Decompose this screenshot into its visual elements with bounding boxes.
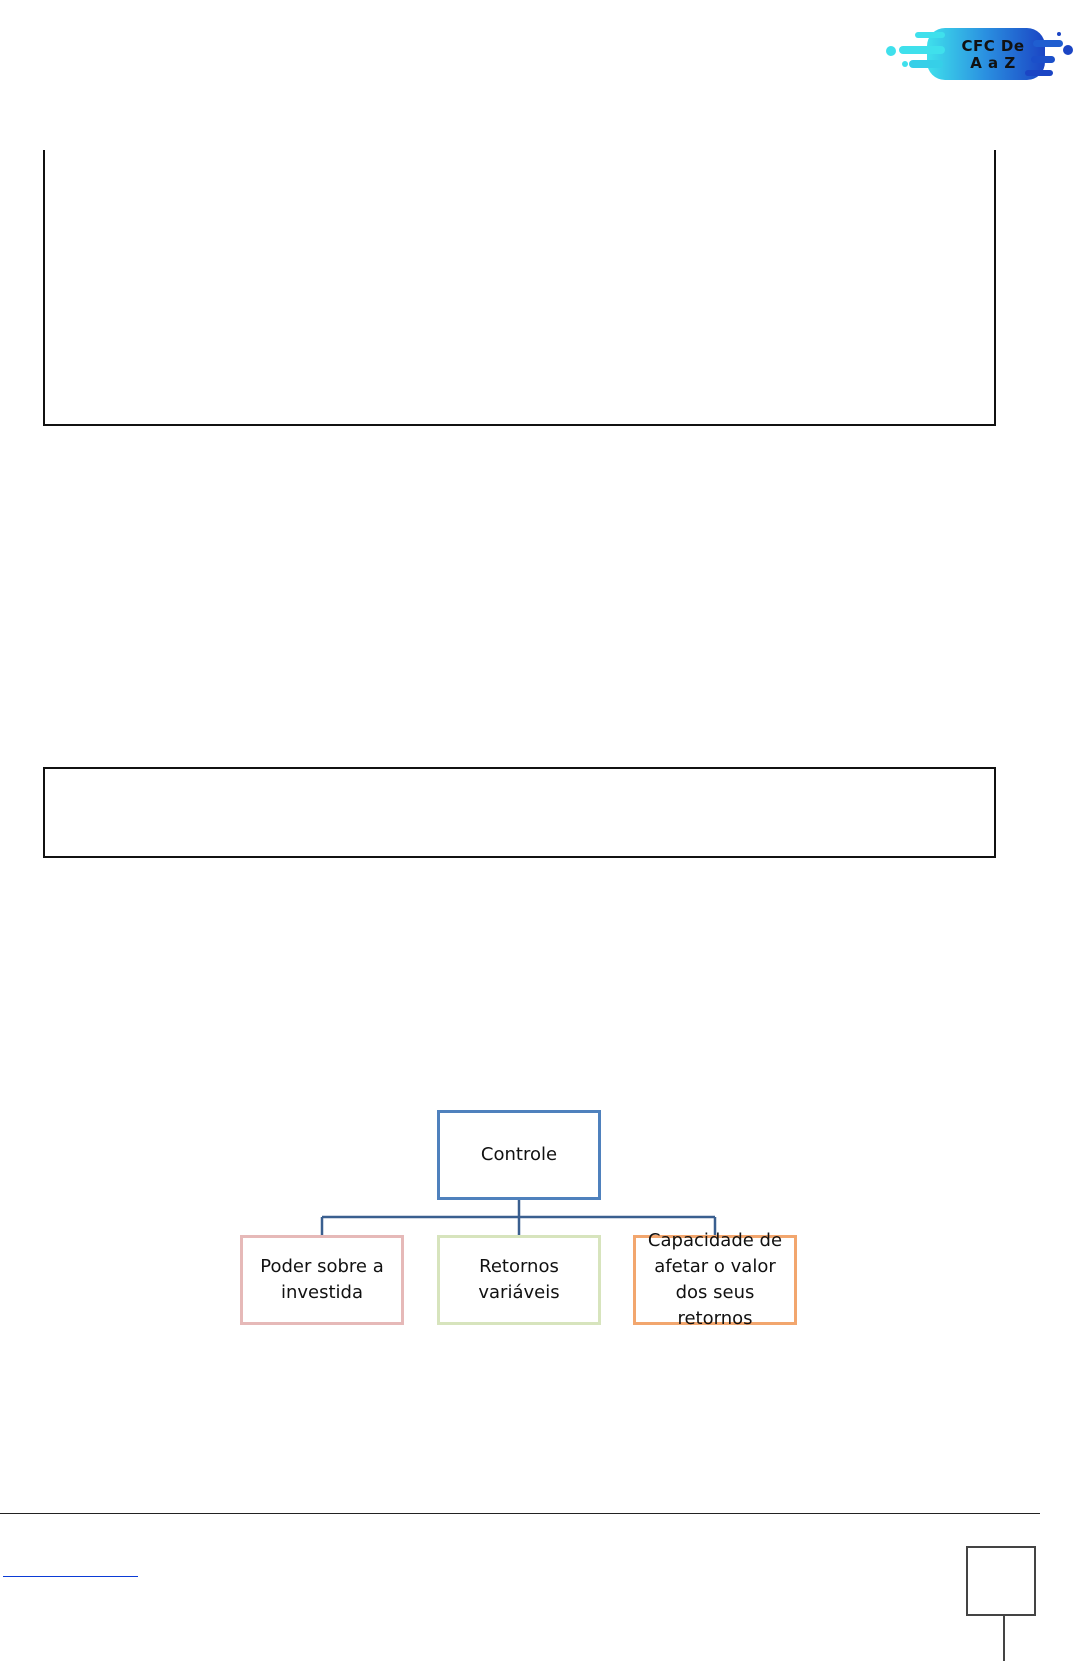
- diagram-node-capacidade: [633, 1230, 797, 1329]
- control-hierarchy-diagram: [240, 1110, 800, 1330]
- node-label-child-3: Capacidade de afetar o valor dos seus retornos: [647, 1230, 783, 1329]
- node-label-root: Controle: [480, 1144, 558, 1165]
- cfc-de-a-a-z-logo: [885, 18, 1075, 90]
- page-number-stem: [1003, 1616, 1005, 1661]
- diagram-node-controle: [437, 1110, 601, 1200]
- logo-line-1: CFC De: [961, 37, 1025, 55]
- bordered-text-box-middle: [43, 767, 996, 858]
- logo-text: [953, 38, 1033, 72]
- footer-divider: [0, 1513, 1040, 1514]
- bordered-text-box-top: [43, 150, 996, 426]
- footer-link-underline[interactable]: [3, 1576, 138, 1577]
- node-label-child-1: Poder sobre a investida: [260, 1256, 384, 1303]
- diagram-node-retornos: [437, 1235, 601, 1325]
- node-label-child-2: Retornos variáveis: [478, 1256, 560, 1303]
- logo-line-2: A a Z: [970, 54, 1016, 72]
- page-number-box: [966, 1546, 1036, 1616]
- diagram-node-poder: [240, 1235, 404, 1325]
